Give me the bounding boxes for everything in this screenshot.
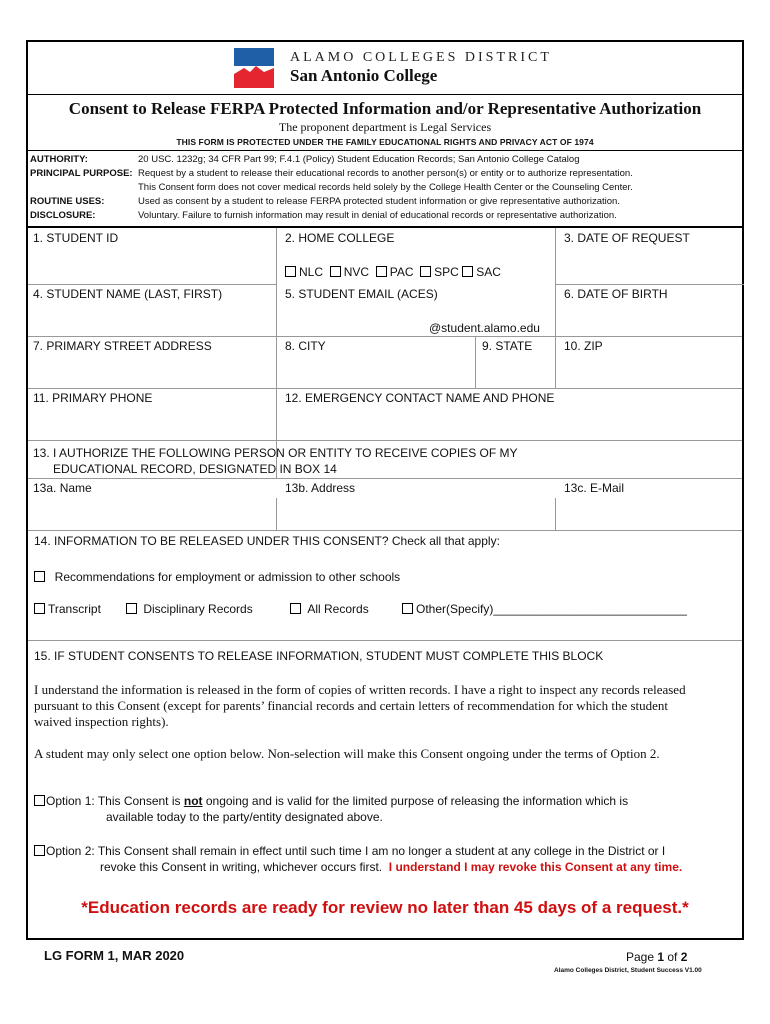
page-label: Page <box>626 950 658 964</box>
checkbox-other[interactable] <box>402 603 413 614</box>
option-1-text-b: ongoing and is valid for the limited purpose of releasing the information which is <box>202 794 629 808</box>
footer-credit: Alamo Colleges District, Student Success V1.00 <box>554 967 702 974</box>
form-subtitle: The proponent department is Legal Services <box>278 120 492 134</box>
option-2-text: Option 2: This Consent shall remain in effect until such time I am no longer a student at any college in the District or I <box>46 844 666 858</box>
page-total: 2 <box>680 950 688 964</box>
recipient-email-field[interactable]: 13c. E-Mail <box>564 481 625 495</box>
checkbox-disciplinary[interactable] <box>126 603 137 614</box>
checkbox-recommendations[interactable] <box>34 571 45 582</box>
checkbox-transcript[interactable] <box>34 603 45 614</box>
all-records-option <box>290 602 369 616</box>
option-2 <box>34 844 665 858</box>
spc-label: SPC <box>434 265 459 279</box>
transcript-option <box>34 602 101 616</box>
home-college-field: 2. HOME COLLEGE <box>285 231 395 245</box>
authority-block <box>28 150 742 227</box>
select-one-note: A student may only select one option below. Non-selection will make this Consent ongoing under the terms of Option 2. <box>34 746 660 761</box>
checkbox-option-1[interactable] <box>34 795 45 806</box>
authority-value: 20 USC. 1232g; 34 CFR Part 99; F.4.1 (Policy) Student Education Records; San Antonio College Catalog <box>138 154 580 165</box>
purpose-value: Request by a student to release their educational records to another person(s) or entity or to authorize representation. <box>138 168 633 179</box>
recommendations-label: Recommendations for employment or admission to other schools <box>54 570 401 584</box>
option-1-text-a: Option 1: This Consent is <box>46 794 184 808</box>
routine-label: ROUTINE USES: <box>30 196 105 207</box>
option-2-line-2 <box>100 860 682 874</box>
page-number <box>626 950 687 964</box>
nvc-label: NVC <box>343 265 370 279</box>
date-of-birth-field[interactable]: 6. DATE OF BIRTH <box>564 287 668 301</box>
section-13-heading-line-2: EDUCATIONAL RECORD, DESIGNATED IN BOX 14 <box>53 462 337 476</box>
sac-label: SAC <box>476 265 501 279</box>
option-1 <box>34 794 628 808</box>
form-frame <box>26 40 744 940</box>
purpose-label: PRINCIPAL PURPOSE: <box>30 168 133 179</box>
section-15-heading: 15. IF STUDENT CONSENTS TO RELEASE INFORMATION, STUDENT MUST COMPLETE THIS BLOCK <box>34 649 604 663</box>
checkbox-nlc[interactable] <box>285 266 296 277</box>
district-name: ALAMO COLLEGES DISTRICT <box>290 50 552 65</box>
form-title: Consent to Release FERPA Protected Information and/or Representative Authorization <box>68 99 702 118</box>
section-14-heading: 14. INFORMATION TO BE RELEASED UNDER THIS CONSENT? Check all that apply: <box>34 534 500 548</box>
form-header <box>28 42 742 94</box>
understand-line-3: waived inspection rights). <box>34 714 169 729</box>
understand-line-1: I understand the information is released in the form of copies of written records. I have a right to inspect any records released <box>34 682 686 697</box>
city-field[interactable]: 8. CITY <box>285 339 326 353</box>
street-address-field[interactable]: 7. PRIMARY STREET ADDRESS <box>33 339 212 353</box>
date-of-request-field[interactable]: 3. DATE OF REQUEST <box>564 231 690 245</box>
recipient-address-field[interactable]: 13b. Address <box>285 481 356 495</box>
other-option <box>402 602 687 616</box>
primary-phone-field[interactable]: 11. PRIMARY PHONE <box>33 391 153 405</box>
student-info-grid <box>28 226 742 495</box>
section-13-heading <box>28 442 523 480</box>
understand-line-2: pursuant to this Consent (except for parents’ financial records and certain letters of recommendation for which the student <box>34 698 669 713</box>
checkbox-all-records[interactable] <box>290 603 301 614</box>
title-block <box>28 94 742 151</box>
disclosure-value: Voluntary. Failure to furnish information may result in denial of educational records or representative authorization. <box>138 210 617 221</box>
college-logo <box>234 48 274 88</box>
authority-label: AUTHORITY: <box>30 154 88 165</box>
recipient-name-field[interactable]: 13a. Name <box>33 481 92 495</box>
disclosure-label: DISCLOSURE: <box>30 210 96 221</box>
checkbox-nvc[interactable] <box>330 266 341 277</box>
option-1-line-2: available today to the party/entity designated above. <box>106 810 383 824</box>
nlc-label: NLC <box>299 265 324 279</box>
checkbox-sac[interactable] <box>462 266 473 277</box>
disciplinary-option <box>126 602 253 616</box>
page-of: of <box>664 950 681 964</box>
ferpa-notice: THIS FORM IS PROTECTED UNDER THE FAMILY EDUCATIONAL RIGHTS AND PRIVACY ACT OF 1974 <box>176 137 594 147</box>
all-records-label: All Records <box>307 602 369 616</box>
revoke-notice: I understand I may revoke this Consent at any time. <box>388 860 683 874</box>
purpose-value-2: This Consent form does not cover medical records held solely by the College Health Center or the Counseling Center. <box>138 182 633 193</box>
student-id-field[interactable]: 1. STUDENT ID <box>33 231 119 245</box>
form-id: LG FORM 1, MAR 2020 <box>44 948 185 963</box>
student-email-field[interactable]: 5. STUDENT EMAIL (ACES) <box>285 287 438 301</box>
checkbox-spc[interactable] <box>420 266 431 277</box>
college-checkboxes <box>280 262 506 282</box>
checkbox-pac[interactable] <box>376 266 387 277</box>
emergency-contact-field[interactable]: 12. EMERGENCY CONTACT NAME AND PHONE <box>285 391 555 405</box>
option-1-not: not <box>183 794 203 808</box>
routine-value: Used as consent by a student to release FERPA protected student information or give representative authorization. <box>138 196 620 207</box>
page-current: 1 <box>657 950 665 964</box>
recommendations-option <box>34 570 400 584</box>
email-domain: @student.alamo.edu <box>429 321 540 335</box>
option-2-line-2-text: revoke this Consent in writing, whichever occurs first. <box>100 860 383 874</box>
review-deadline-notice: *Education records are ready for review no later than 45 days of a request.* <box>81 898 689 917</box>
section-13-heading-line-1: 13. I AUTHORIZE THE FOLLOWING PERSON OR ENTITY TO RECEIVE COPIES OF MY <box>33 446 518 460</box>
disciplinary-label: Disciplinary Records <box>143 602 253 616</box>
college-name: San Antonio College <box>290 66 438 85</box>
transcript-label: Transcript <box>48 602 101 616</box>
state-field[interactable]: 9. STATE <box>482 339 533 353</box>
other-label: Other(Specify)_____________________________ <box>416 602 687 616</box>
zip-field[interactable]: 10. ZIP <box>564 339 603 353</box>
pac-label: PAC <box>389 265 414 279</box>
checkbox-option-2[interactable] <box>34 845 45 856</box>
student-name-field[interactable]: 4. STUDENT NAME (LAST, FIRST) <box>33 287 223 301</box>
